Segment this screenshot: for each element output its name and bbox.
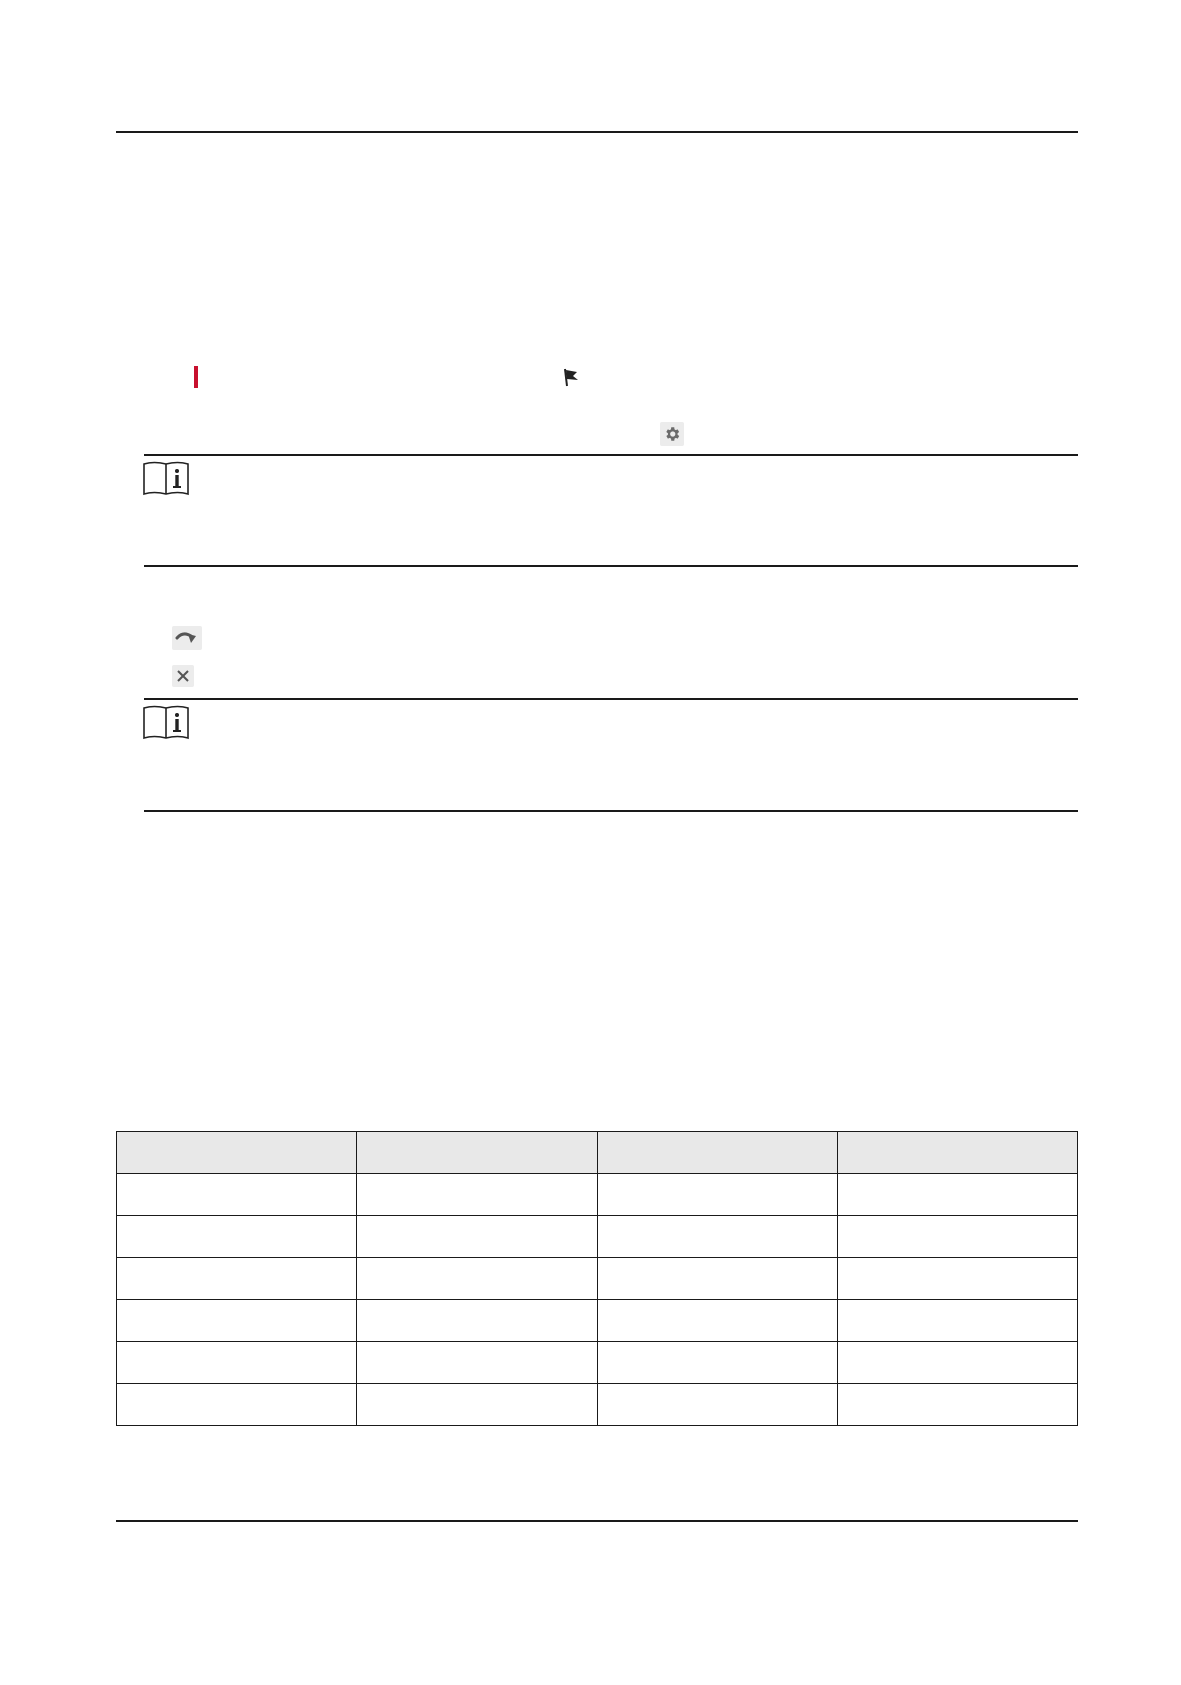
table-cell: [597, 1216, 837, 1258]
table-cell: [357, 1174, 597, 1216]
note-info-icon: [142, 704, 190, 740]
red-marker-icon: [194, 366, 198, 388]
table-cell: [357, 1384, 597, 1426]
table-cell: [837, 1174, 1077, 1216]
gear-icon: [663, 425, 681, 443]
table-cell: [597, 1342, 837, 1384]
table-cell: [597, 1258, 837, 1300]
table-row: [117, 1384, 1078, 1426]
curved-arrow-icon: [174, 629, 200, 647]
flag-icon: [562, 367, 580, 387]
table-row: [117, 1216, 1078, 1258]
table-cell: [597, 1300, 837, 1342]
note-bottom-rule: [144, 565, 1078, 567]
table-cell: [837, 1300, 1077, 1342]
table-header-cell: [597, 1132, 837, 1174]
table-row: [117, 1342, 1078, 1384]
close-button[interactable]: [172, 665, 194, 687]
note-info-icon: [142, 460, 190, 496]
table-cell: [357, 1300, 597, 1342]
table-cell: [597, 1384, 837, 1426]
table-cell: [597, 1174, 837, 1216]
table-cell: [357, 1216, 597, 1258]
table-cell: [837, 1258, 1077, 1300]
table-cell: [117, 1258, 357, 1300]
note-top-rule: [144, 454, 1078, 456]
data-table: [116, 1131, 1078, 1426]
table-cell: [117, 1384, 357, 1426]
table-cell: [357, 1342, 597, 1384]
table-cell: [117, 1174, 357, 1216]
note-top-rule: [144, 698, 1078, 700]
table-cell: [837, 1216, 1077, 1258]
table-row: [117, 1174, 1078, 1216]
forward-button[interactable]: [172, 626, 202, 650]
table-cell: [117, 1300, 357, 1342]
table-cell: [117, 1216, 357, 1258]
table-row: [117, 1300, 1078, 1342]
table-cell: [117, 1342, 357, 1384]
footer-rule: [116, 1520, 1078, 1522]
table-header-cell: [117, 1132, 357, 1174]
table-cell: [837, 1342, 1077, 1384]
table-row: [117, 1258, 1078, 1300]
table-cell: [837, 1384, 1077, 1426]
table-cell: [357, 1258, 597, 1300]
header-rule: [116, 131, 1078, 133]
table-header-cell: [357, 1132, 597, 1174]
table-header-cell: [837, 1132, 1077, 1174]
table-header-row: [117, 1132, 1078, 1174]
close-icon: [176, 669, 190, 683]
note-bottom-rule: [144, 810, 1078, 812]
settings-button[interactable]: [660, 422, 684, 446]
